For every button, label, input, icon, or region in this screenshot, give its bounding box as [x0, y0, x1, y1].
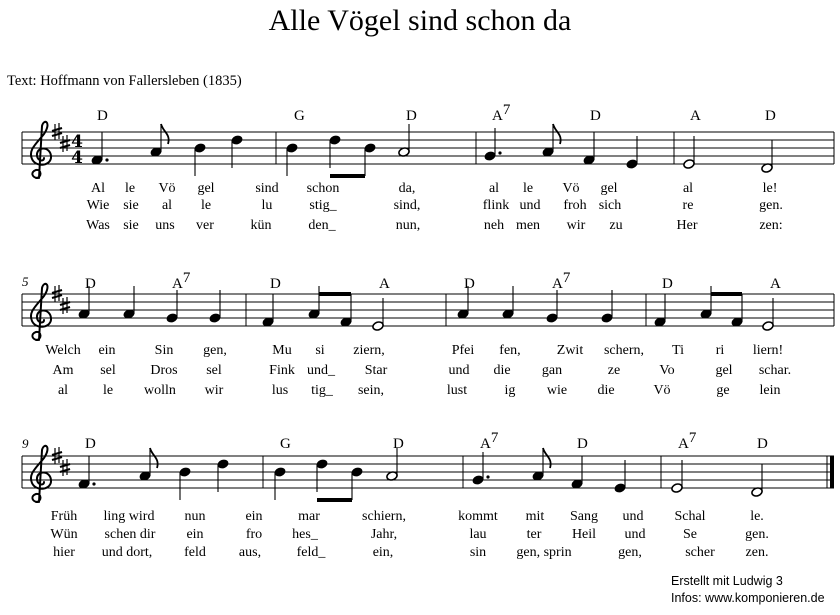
lyric-syllable: zen: [759, 218, 783, 233]
lyric-syllable: und [519, 198, 541, 213]
chord-symbol: D [406, 108, 417, 124]
note [542, 124, 561, 157]
sharp-icon [60, 459, 70, 476]
treble-clef-icon [31, 446, 51, 502]
chord-symbol: G [280, 436, 291, 452]
notehead [286, 143, 298, 154]
notehead [683, 159, 695, 170]
lyric-syllable: le [200, 198, 212, 213]
lyric-syllable: ein [98, 343, 116, 358]
lyric-syllable: le [124, 181, 136, 196]
note [231, 135, 243, 168]
lyric-syllable: zu [609, 218, 623, 233]
final-barline-thick [830, 456, 834, 488]
lyric-syllable: wolln [144, 383, 176, 398]
lyric-syllable: lau [469, 527, 487, 542]
notehead [546, 313, 558, 324]
lyric-syllable: Vö [653, 383, 671, 398]
lyric-syllable: re [682, 198, 694, 213]
note [626, 136, 638, 169]
lyric-syllable: le [522, 181, 534, 196]
footer-info: Infos: www.komponieren.de [671, 591, 825, 605]
lyric-syllable: lus [271, 383, 289, 398]
lyric-syllable: al [682, 181, 694, 196]
lyric-syllable: Sang [570, 509, 598, 524]
lyric-syllable: Ti [672, 343, 684, 358]
lyric-syllable: Schal [674, 509, 706, 524]
note-flag [150, 448, 158, 468]
lyric-syllable: die [493, 363, 511, 378]
lyric-syllable: Mu [272, 343, 292, 358]
lyric-syllable: Am [52, 363, 74, 378]
chord-symbol: D [590, 108, 601, 124]
notehead [179, 467, 191, 478]
lyric-syllable: flink [482, 198, 510, 213]
lyric-syllable: wir [204, 383, 224, 398]
notehead [484, 151, 496, 162]
lyric-syllable: le [102, 383, 114, 398]
lyric-syllable: ling wird [103, 509, 155, 524]
notehead [351, 467, 363, 478]
note [217, 459, 229, 492]
lyric-syllable: den_ [308, 218, 336, 233]
lyric-syllable: Se [683, 527, 697, 542]
notehead [217, 459, 229, 470]
treble-clef-icon [31, 284, 51, 340]
measure-number: 5 [22, 274, 29, 289]
notehead [274, 467, 286, 478]
lyric-syllable: fen, [499, 343, 521, 358]
notehead [601, 313, 613, 324]
lyric-syllable: schar. [758, 363, 792, 378]
note [386, 448, 398, 481]
lyric-syllable: da, [398, 181, 416, 196]
lyric-syllable: Her [676, 218, 698, 233]
note [762, 298, 774, 331]
chord-symbol: A [770, 276, 781, 292]
notehead [209, 313, 221, 324]
note [308, 286, 320, 319]
notehead [329, 135, 341, 146]
lyric-syllable: stig_ [309, 198, 337, 213]
lyric-syllable: ge [716, 383, 730, 398]
note [398, 124, 410, 157]
lyric-syllable: gel [197, 181, 215, 196]
time-signature-digit: 4 [71, 132, 83, 152]
lyric-syllable: Vö [562, 181, 580, 196]
note [329, 135, 341, 168]
lyric-syllable: Zwit [556, 343, 584, 358]
lyric-syllable: schon [306, 181, 340, 196]
lyric-syllable: gan [541, 363, 563, 378]
lyric-syllable: si [315, 343, 325, 358]
measure-number: 9 [22, 436, 29, 451]
note [150, 124, 169, 157]
chord-symbol: D [757, 436, 768, 452]
note [351, 467, 363, 500]
lyric-syllable: kommt [458, 509, 498, 524]
notehead [166, 313, 178, 324]
note [274, 467, 286, 500]
lyric-syllable: sie [123, 198, 139, 213]
chord-symbol: D [270, 276, 281, 292]
lyric-syllable: schen dir [104, 527, 156, 542]
lyric-syllable: mit [525, 509, 545, 524]
lyric-syllable: sie [123, 218, 139, 233]
treble-clef-icon [31, 122, 51, 178]
lyric-syllable: und [624, 527, 646, 542]
chord-symbol: D [393, 436, 404, 452]
lyric-syllable: sind, [393, 198, 421, 213]
lyric-syllable: und [448, 363, 470, 378]
lyric-syllable: ze [607, 363, 621, 378]
notehead [316, 459, 328, 470]
note [194, 143, 206, 176]
note-flag [553, 124, 561, 144]
lyric-syllable: ein [245, 509, 263, 524]
note-dot [105, 158, 108, 161]
note [532, 448, 551, 481]
note [583, 132, 595, 165]
lyric-syllable: al [488, 181, 500, 196]
footer-created-with: Erstellt mit Ludwig 3 [671, 574, 783, 588]
note [683, 136, 695, 169]
note [761, 140, 773, 173]
lyric-syllable: Jahr, [370, 527, 398, 542]
lyric-syllable: kün [250, 218, 272, 233]
lyric-syllable: liern! [752, 343, 784, 358]
note [209, 290, 221, 323]
lyric-syllable: ver [196, 218, 214, 233]
lyric-syllable: le! [762, 181, 778, 196]
notehead [194, 143, 206, 154]
note [671, 460, 683, 493]
chord-symbol: D [85, 436, 96, 452]
lyric-syllable: al [161, 198, 173, 213]
lyric-syllable: und dort, [101, 545, 153, 560]
lyric-syllable: Früh [50, 509, 78, 524]
lyric-syllable: lu [261, 198, 273, 213]
note [166, 290, 178, 323]
lyric-syllable: wir [566, 218, 586, 233]
lyric-syllable: sel [100, 363, 116, 378]
chord-symbol: A [690, 108, 701, 124]
note [571, 456, 583, 489]
lyric-syllable: wie [546, 383, 568, 398]
lyric-syllable: feld_ [296, 545, 326, 560]
lyric-syllable: Wün [50, 527, 78, 542]
notehead [671, 483, 683, 494]
chord-symbol: A7 [678, 430, 697, 452]
note [262, 294, 274, 327]
chord-symbol: A7 [480, 430, 499, 452]
chord-symbol: A7 [172, 270, 191, 292]
lyric-syllable: neh [483, 218, 505, 233]
lyric-syllable: Dros [150, 363, 178, 378]
lyric-syllable: mar [298, 509, 320, 524]
lyric-syllable: lein [759, 383, 781, 398]
staff-system [22, 102, 834, 233]
lyric-syllable: sel [206, 363, 222, 378]
lyric-syllable: Star [364, 363, 388, 378]
lyric-syllable: sein, [357, 383, 385, 398]
note [614, 460, 626, 493]
lyric-syllable: fro [245, 527, 263, 542]
notehead [762, 321, 774, 332]
note-flag [543, 448, 551, 468]
staff-system [22, 270, 834, 398]
chord-symbol: G [294, 108, 305, 124]
note [751, 464, 763, 497]
lyric-syllable: ter [526, 527, 542, 542]
lyric-syllable: schern, [603, 343, 645, 358]
lyric-syllable: Vö [158, 181, 176, 196]
lyric-syllable: Pfei [451, 343, 475, 358]
lyric-syllable: tig_ [311, 383, 333, 398]
lyric-syllable: ein, [372, 545, 394, 560]
lyric-syllable: nun, [395, 218, 421, 233]
note [179, 467, 191, 500]
lyric-syllable: uns [155, 218, 175, 233]
note [502, 286, 514, 319]
note [731, 294, 743, 327]
note-beam [319, 292, 351, 296]
lyric-syllable: Al [91, 181, 105, 196]
chord-symbol: A7 [492, 102, 511, 124]
note [700, 286, 712, 319]
lyric-syllable: sich [598, 198, 622, 213]
chord-symbol: A [379, 276, 390, 292]
note-beam [317, 498, 352, 502]
lyric-syllable: gel [715, 363, 733, 378]
note [654, 294, 666, 327]
note-flag [161, 124, 169, 144]
lyric-syllable: gen. [745, 527, 769, 542]
note [123, 286, 135, 319]
note-beam [711, 292, 742, 296]
note [364, 143, 376, 176]
lyric-syllable: Welch [45, 343, 81, 358]
chord-symbol: D [97, 108, 108, 124]
lyric-syllable: Sin [154, 343, 174, 358]
note-dot [92, 482, 95, 485]
lyric-syllable: gel [600, 181, 618, 196]
lyric-syllable: Heil [571, 527, 597, 542]
note [78, 456, 96, 489]
staff-system [22, 430, 834, 560]
note [601, 290, 613, 323]
chord-symbol: D [85, 276, 96, 292]
lyric-syllable: Was [86, 218, 110, 233]
lyric-syllable: die [597, 383, 615, 398]
lyric-syllable: froh [563, 198, 587, 213]
lyric-syllable: Fink [269, 363, 295, 378]
lyric-syllable: gen, sprin [516, 545, 572, 560]
notehead [626, 159, 638, 170]
lyric-syllable: ziern, [353, 343, 385, 358]
lyric-syllable: Vo [659, 363, 675, 378]
note [546, 290, 558, 323]
chord-symbol: D [464, 276, 475, 292]
sharp-icon [60, 135, 70, 152]
song-title: Alle Vögel sind schon da [268, 4, 572, 37]
chord-symbol: D [577, 436, 588, 452]
lyric-syllable: scher [685, 545, 715, 560]
lyric-syllable: al [57, 383, 69, 398]
lyric-syllable: ig [504, 383, 516, 398]
lyric-syllable: Wie [86, 198, 110, 213]
lyric-syllable: hier [53, 545, 75, 560]
lyricist-credit: Text: Hoffmann von Fallersleben (1835) [7, 73, 242, 89]
chord-symbol: A7 [552, 270, 571, 292]
lyric-syllable: nun [184, 509, 206, 524]
lyric-syllable: sind [255, 181, 279, 196]
note [340, 294, 352, 327]
lyric-syllable: gen, [203, 343, 227, 358]
chord-symbol: D [662, 276, 673, 292]
lyric-syllable: ein [186, 527, 204, 542]
lyric-syllable: zen. [745, 545, 769, 560]
lyric-syllable: sin [469, 545, 487, 560]
notehead [372, 321, 384, 332]
lyric-syllable: men [515, 218, 541, 233]
note [91, 132, 109, 165]
notehead [364, 143, 376, 154]
note [372, 298, 384, 331]
note-dot [486, 475, 489, 478]
note [316, 459, 328, 492]
lyric-syllable: und_ [307, 363, 335, 378]
notehead [231, 135, 243, 146]
lyric-syllable: und [622, 509, 644, 524]
lyric-syllable: feld [184, 545, 206, 560]
time-signature [71, 132, 83, 168]
lyric-syllable: schiern, [362, 509, 406, 524]
note [286, 143, 298, 176]
chord-symbol: D [765, 108, 776, 124]
lyric-syllable: aus, [238, 545, 262, 560]
lyric-syllable: hes_ [292, 527, 318, 542]
time-signature-digit: 4 [71, 148, 83, 168]
lyric-syllable: ri [715, 343, 725, 358]
notehead [614, 483, 626, 494]
note-dot [498, 151, 501, 154]
lyric-syllable: gen, [618, 545, 642, 560]
lyric-syllable: lust [446, 383, 468, 398]
notehead [472, 475, 484, 486]
note-beam [330, 174, 365, 178]
lyric-syllable: gen. [759, 198, 783, 213]
sharp-icon [60, 297, 70, 314]
note [139, 448, 158, 481]
lyric-syllable: le. [750, 509, 764, 524]
